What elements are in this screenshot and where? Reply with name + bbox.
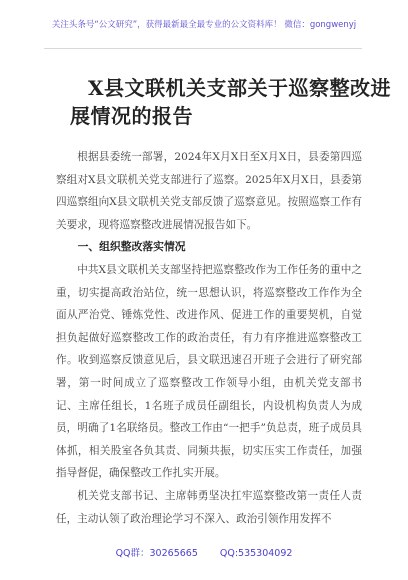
document-body	[56, 146, 362, 530]
title-line-1: X县文联机关支部关于巡察整改进	[88, 76, 392, 100]
document-title	[70, 74, 392, 130]
footer-qq-group: QQ群：30265665	[115, 548, 198, 559]
body-paragraph: 根据县委统一部署，2024年X月X日至X月X日，县委第四巡察组对X县文联机关党支部进行了巡察。2025年X月X日，县委第四巡察组向X县文联机关党支部反馈了巡察意见。按照巡察工作有关要求，现将巡察整改进展情况报告如下。	[56, 151, 362, 231]
footer-contact	[0, 545, 408, 559]
body-paragraph: 中共X县文联机关支部坚持把巡察整改作为工作任务的重中之重，切实提高政治站位，统一思想认识，将巡察整改工作作为全面从严治党、锤炼党性、改进作风、促进工作的重要契机，自觉担负起做好巡察整改工作的政治责任，有力有序推进巡察整改工作。收到巡察反馈意见后，县文联迅速召开班子会进行了研究部署，第一时间成立了巡察整改工作领导小组，由机关党支部书记、主席任组长，1名班子成员任副组长，内设机构负责人为成员，明确了1名联络员。整改工作由“一把手”负总责，班子成员具体抓，相关股室各负其责、同频共振，切实压实工作责任，加强指导督促，确保整改工作扎实开展。	[56, 263, 362, 480]
section-heading: 一、组织整改落实情况	[77, 240, 186, 254]
title-line-2: 展情况的报告	[70, 104, 193, 128]
header-note: 关注头条号“公文研究”，获得最新最全最专业的公文资料库！ 微信：gongwenyj	[51, 20, 357, 30]
header-divider	[44, 48, 362, 49]
footer-qq-number: QQ:535304092	[219, 548, 293, 559]
body-paragraph: 机关党支部书记、主席韩勇坚决扛牢巡察整改第一责任人责任，主动认领了政治理论学习不深入、政治引领作用发挥不	[56, 489, 362, 525]
